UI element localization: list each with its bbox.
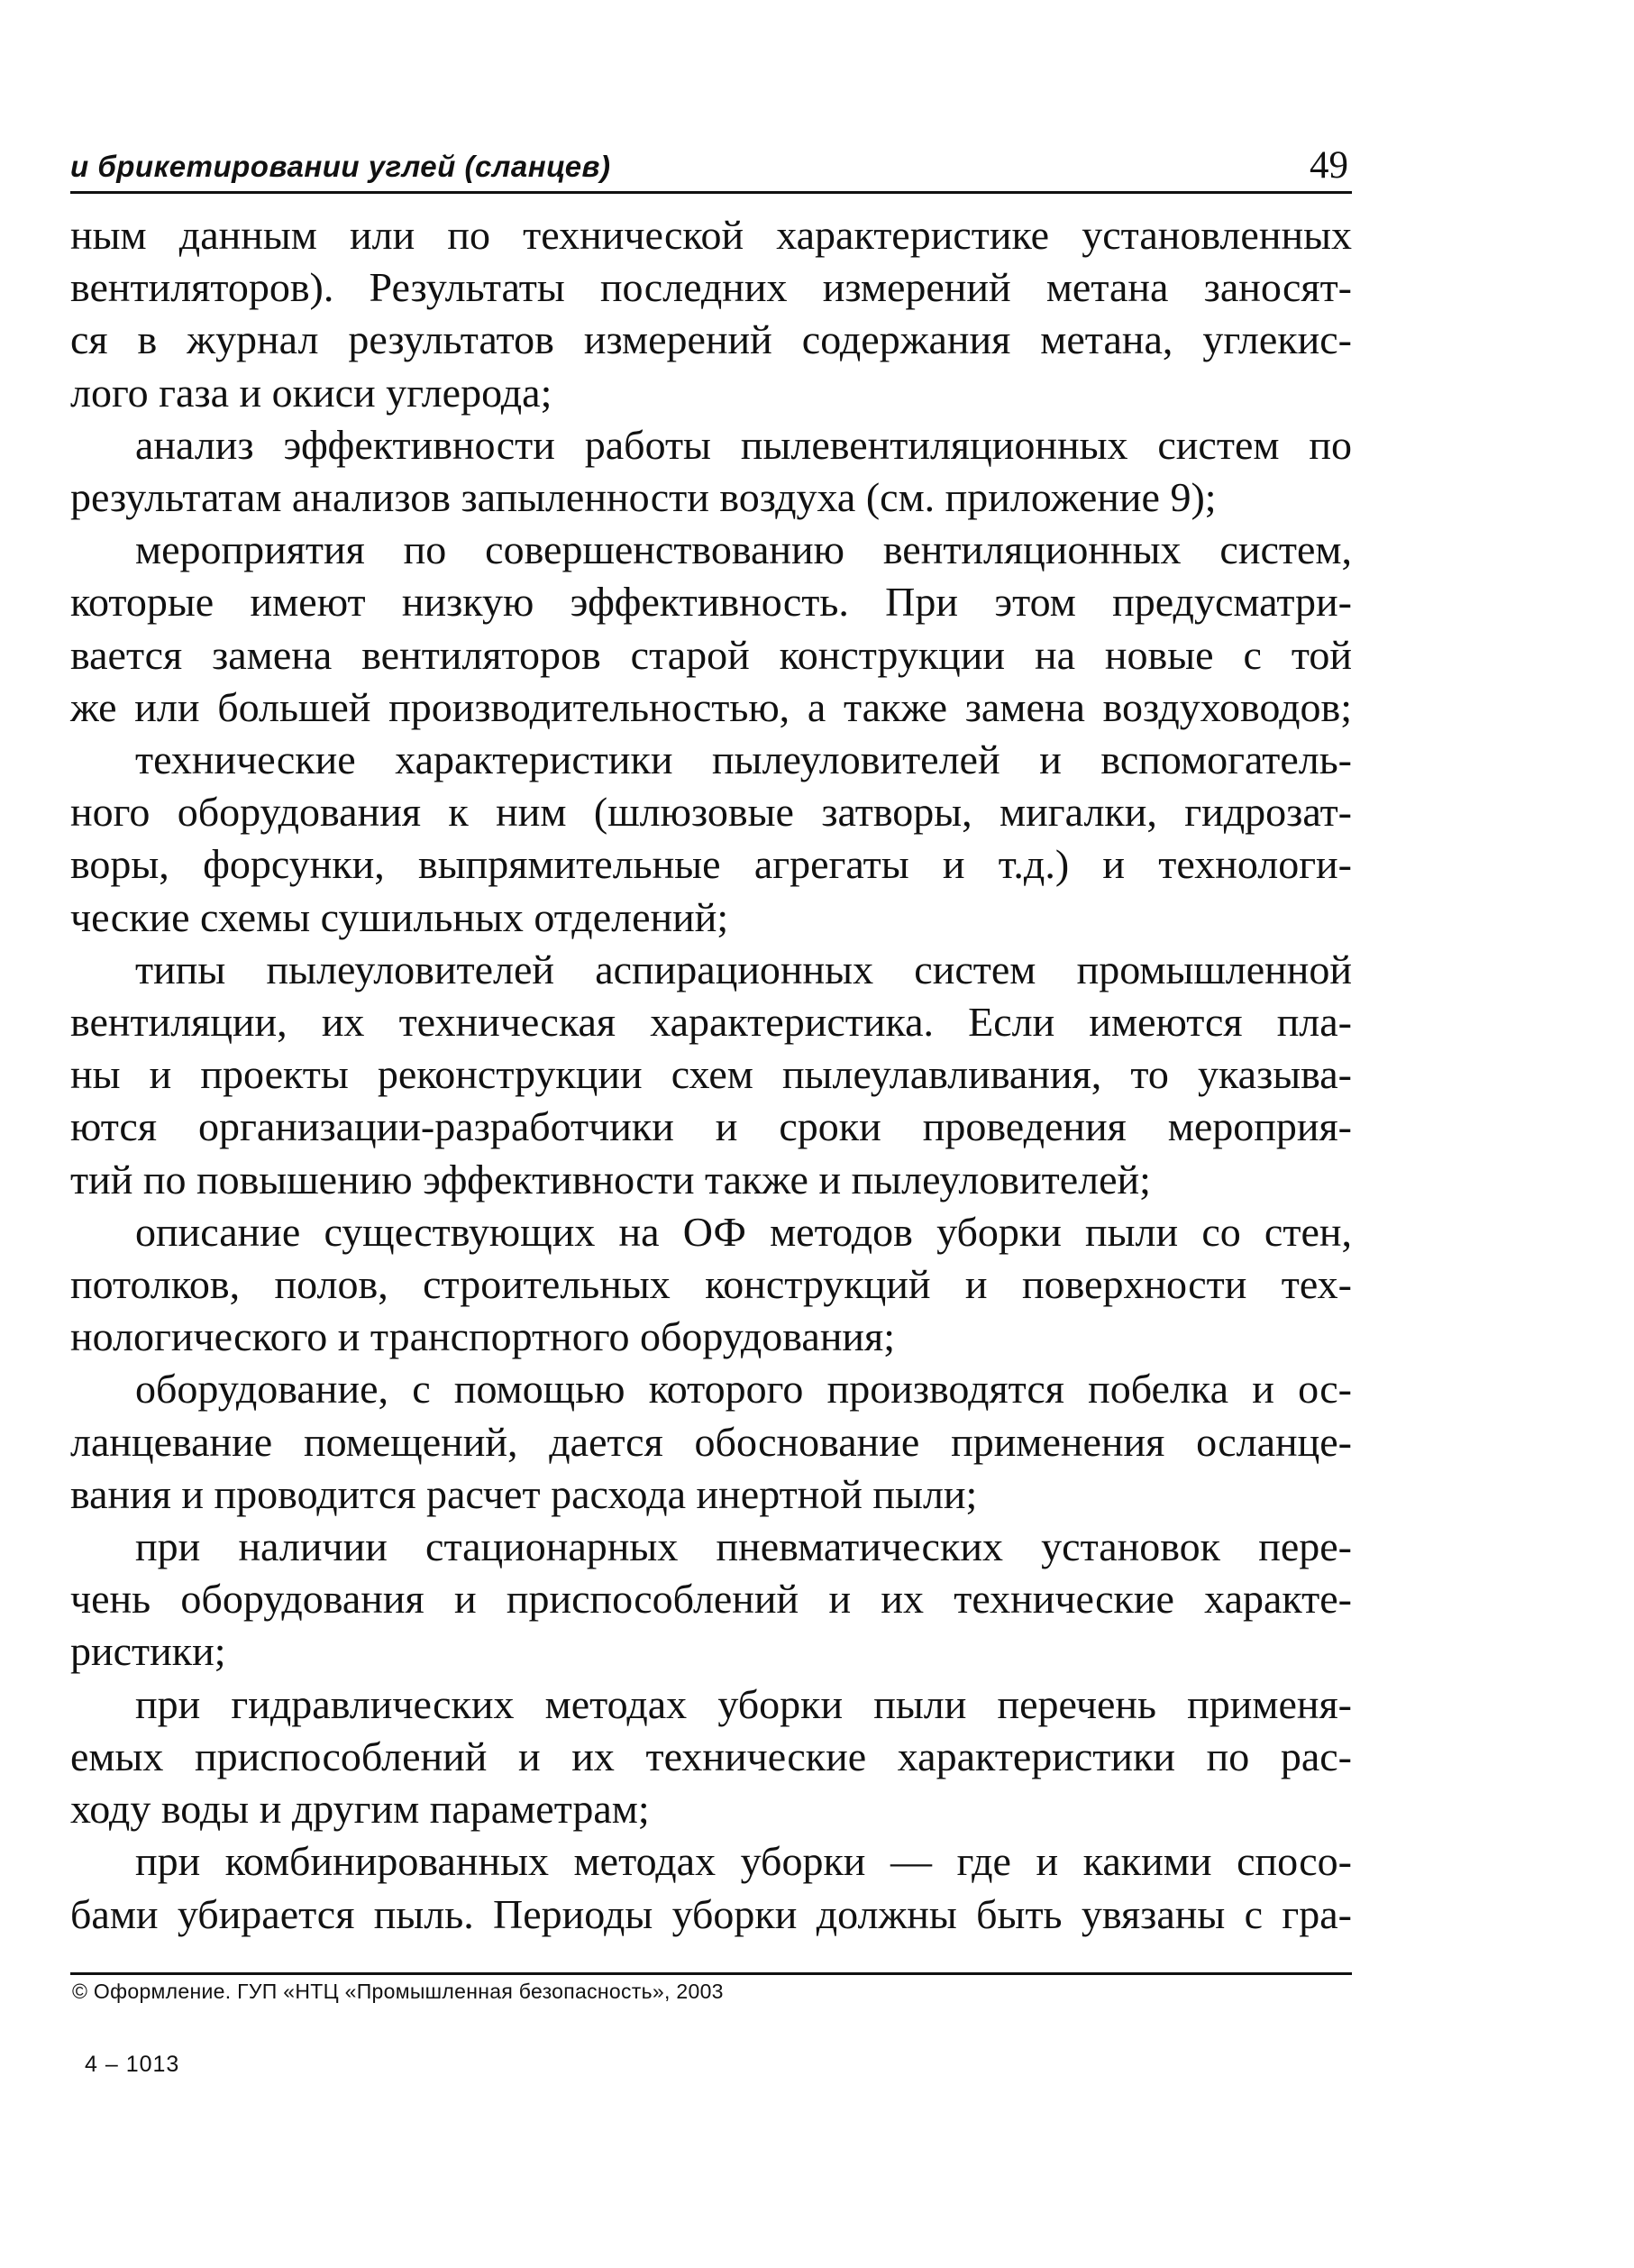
text-line: вания и проводится расчет расхода инертной пыли; — [70, 1470, 978, 1517]
text-line: при наличии стационарных пневматических установок пере- — [135, 1523, 1352, 1570]
text-line: же или большей производительностью, а также замена воздуховодов; — [70, 683, 1352, 730]
text-line: бами убирается пыль. Периоды уборки должны быть увязаны с гра- — [70, 1890, 1352, 1937]
text-line: которые имеют низкую эффективность. При этом предусматри- — [70, 579, 1352, 626]
text-line: описание существующих на ОФ методов уборки пыли со стен, — [135, 1208, 1352, 1255]
text-line: ческие схемы сушильных отделений; — [70, 893, 729, 940]
text-line: ным данным или по технической характеристике установленных — [70, 212, 1352, 258]
text-line: ристики; — [70, 1628, 226, 1675]
page-number: 49 — [1310, 144, 1348, 187]
paragraph — [70, 1206, 1352, 1364]
text-line: типы пылеуловителей аспирационных систем промышленной — [135, 946, 1352, 992]
text-line: при комбинированных методах уборки — где и какими спосо- — [135, 1838, 1352, 1885]
paragraph — [70, 419, 1352, 524]
copyright-notice: © Оформление. ГУП «НТЦ «Промышленная безопасность», 2003 — [72, 1980, 724, 2003]
running-header — [70, 137, 1352, 194]
text-line: мероприятия по совершенствованию вентиляционных систем, — [135, 526, 1352, 573]
paragraph — [70, 1521, 1352, 1678]
text-line: ся в журнал результатов измерений содержания метана, углекис- — [70, 316, 1352, 363]
paragraph — [70, 734, 1352, 944]
body-text — [70, 209, 1352, 1941]
text-line: нологического и транспортного оборудования; — [70, 1313, 895, 1360]
paragraph — [70, 1835, 1352, 1940]
text-line: вентиляторов). Результаты последних измерений метана заносят- — [70, 264, 1352, 311]
paragraph — [70, 209, 1352, 419]
text-line: потолков, полов, строительных конструкций и поверхности тех- — [70, 1261, 1352, 1308]
text-line: ются организации-разработчики и сроки проведения мероприя- — [70, 1103, 1352, 1150]
text-line: результатам анализов запыленности воздуха (см. приложение 9); — [70, 474, 1217, 521]
paragraph — [70, 1363, 1352, 1521]
text-line: ланцевание помещений, дается обоснование применения осланце- — [70, 1418, 1352, 1465]
printer-signature-mark: 4 – 1013 — [85, 2052, 180, 2077]
paragraph — [70, 1678, 1352, 1836]
text-line: оборудование, с помощью которого производятся побелка и ос- — [135, 1366, 1352, 1413]
text-line: лого газа и окиси углерода; — [70, 369, 552, 416]
text-line: тий по повышению эффективности также и пылеуловителей; — [70, 1156, 1151, 1203]
text-line: вентиляции, их техническая характеристика. Если имеются пла- — [70, 999, 1352, 1046]
text-line: при гидравлических методах уборки пыли перечень применя- — [135, 1680, 1352, 1727]
paragraph — [70, 944, 1352, 1206]
text-line: ного оборудования к ним (шлюзовые затворы, мигалки, гидрозат- — [70, 789, 1352, 836]
text-line: воры, форсунки, выпрямительные агрегаты и т.д.) и технологи- — [70, 841, 1352, 888]
footnote-divider — [70, 1972, 1352, 1975]
text-line: ны и проекты реконструкции схем пылеулавливания, то указыва- — [70, 1051, 1352, 1098]
running-title: и брикетировании углей (сланцев) — [70, 150, 611, 183]
paragraph — [70, 524, 1352, 734]
text-line: емых приспособлений и их технические характеристики по рас- — [70, 1733, 1352, 1779]
text-line: вается замена вентиляторов старой конструкции на новые с той — [70, 631, 1352, 678]
text-line: ходу воды и другим параметрам; — [70, 1786, 650, 1833]
text-line: технические характеристики пылеуловителей и вспомогатель- — [135, 736, 1352, 783]
text-line: анализ эффективности работы пылевентиляционных систем по — [135, 421, 1352, 468]
text-line: чень оборудования и приспособлений и их технические характе- — [70, 1576, 1352, 1623]
